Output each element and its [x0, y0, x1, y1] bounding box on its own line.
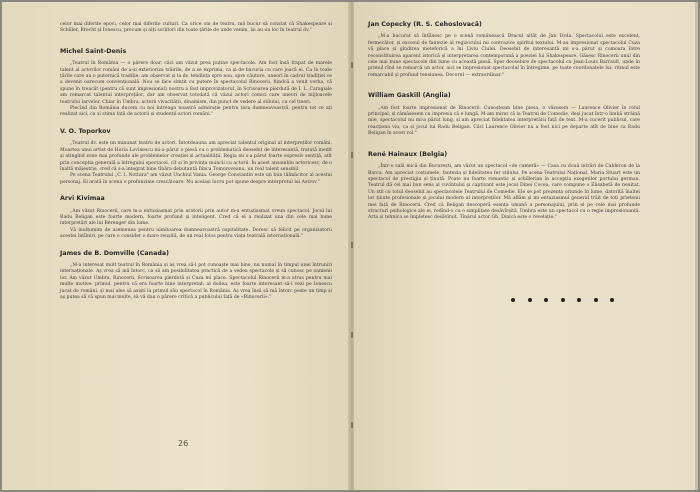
section-heading: René Hainaux (Belgia): [368, 150, 448, 158]
section-domville: [60, 251, 332, 302]
binding-stitch: [351, 242, 353, 248]
book-edge-right: [695, 2, 698, 490]
section-saint-denis: [60, 49, 332, 119]
right-column: [368, 22, 640, 232]
section-paragraph: „M-a bucurat să întîlnesc pe o scenă românească Dracul altăt de Jan Drda. Spectacolul este excelent, fermecător, și excesul de fantezie al regizorului nu contrazice spiritul textului. M-au impresionat spectacolul Cuza vă place și gîndirea meteforică a lui Liviu Ciulei. Deosebit de interesantă mi s-a părut și comoara între reconstituirea aparent istorică și interpretarea contemporană a poeziei lui Shakespeare. Găsesc Rinocerii unul din cele mai bune spectacole din lume cu această piesă. Sper deosebire de spectacolul cu Jean-Louis Barrault, unde în primul rînd se remarcă un actor, aici se impresionat spectacolul în întregime, pe toate coordonatele lui: ritmul este remarcabil și profund tensiunea. Decorul — extraordinar.": [368, 34, 640, 78]
section-paragraph: „Am fost foarte impresionat de Rinocerii. Cunoșteam bine piesa, o văzusem — Laurence Olivier în rolul principal, și rămăsesem cu impresia că e lungă. M-am mirat că la Teatrul de Comedie, deși jucat într-o limbă străină mie, spectacolul nu mi-a părut lung, și am apreciat fidelitatea interpretării față de text. M-a cucerit publicul, care reacționa viu, ca și jocul lui Radu Beligan. Căci Laurence Olivier nu a fost nici pe departe atît de bine ca Radu Beligan în acest rol.": [368, 105, 640, 137]
section-heading: William Gaskill (Anglia): [368, 92, 451, 100]
section-heading: V. O. Toporkov: [60, 127, 111, 135]
section-paragraph: „Într-o sală mică din București, am văzut un spectacol «de cameră» — Casa cu două intrări de Calderon de la Barca. Am apreciat costumele, fantezia și fidelitatea fer stilului. Pe scena Teatrului Național, Maria Stuart este un spectacol de prestigiu și ținută. Poate nu foarte romantic și schillerian în accepția exegeților portului german. Teatrul dă cel mai bun sens al cuvîntului și captivant este jocul Dinei Cocea, care compune o Elisabetă de neuitat. Un stil cu totul deosebit au spectacolele Teatrului de Comedie. Ele se pot prezenta oriunde în lume, datorită înaltei lor ținute profesionale și jocului modern al interpreților. Mă aflăm și mi entuziasmul general trăit de toți prietenii mei față de Rinocerii. Cred că Beligan descoperă esența umană a personajului, prin el pe cele mai profunde structuri psihologice ale ei, redînd-o cu o simplitate desăvîrșită. Umbra este un spectacol cu o regie impresionantă. Arta și tehnica se împletesc desăvîrșit. Tînărul actor Gh. Dinică este o revelație.": [368, 164, 640, 221]
intro-paragraph: celor mai diferite epoci, celor mai diferite culturi. Ca orice om de teatru, mă bucur să constat că Shakespeare și Schiller, Brecht și Ionescu, precum și alți scriitori din toate țările de unde venim, își au un loc în teatrul dv.": [60, 22, 332, 34]
section-kivimaa: [60, 196, 332, 240]
section-paragraph: „M-a interesat mult teatrul în România și aș vrea să-l pot cunoaște mai bine, nu numai în timpul unei întruniri internaționale. Aș vrea să mă întorc, ca să am posibilitatea practică de a vedea spectacole și să cunosc pe oamenii lor. Am văzut Umbra, Rinocerii, Scrisoarea pierdută și Cuza mi place. Spectacolul Rinocerii m-a atras pentru mai multe motive: primul, pentru că era foarte bine interpretat; al doilea, este foarte interesant să-l vezi pe Ionescu jucat de români, și mai ales să asiști la primul său spectacol în România. Aș vrea însă să mă întorc peste un timp și aș putea să vă spun mai multe, să vă dau o părere critică a publicului față de «Rinocerii».": [60, 262, 332, 300]
ornament-dot: [610, 298, 614, 302]
ornament-dot: [594, 298, 598, 302]
section-heading: Michel Saint-Denis: [60, 47, 127, 55]
section-paragraph: Vă mulțumim de asemenea pentru uimitoarea dumneavoastră ospitalitate. Doresc să felicit pe organizatorii acestei întîlniri, pe care o consider o mare reușită, de un real folos pentru viața teatrală internațională.": [60, 227, 332, 240]
section-heading: Jan Copecky (R. S. Cehoslovacă): [368, 21, 482, 28]
ornament-dot: [511, 298, 515, 302]
binding-stitch: [351, 332, 353, 338]
left-page: [2, 2, 350, 490]
ornament-dot: [561, 298, 565, 302]
ornament-dots: [511, 298, 614, 302]
binding-stitch: [351, 62, 353, 68]
section-paragraph: „Am văzut Rinocerii, care m-a entuziasmat prin aratorii prin autor m-a entuziasmat vreun spectacol. Jocul lui Radu Beligan este foarte modern, foarte profund și inteligent. Cred că el a realizat una din cele mai bune interpretări ale lui Bérenger din lume.: [60, 208, 332, 227]
section-copecky: [368, 22, 640, 79]
left-column: [60, 22, 332, 311]
ornament-dot: [528, 298, 532, 302]
section-paragraph: Pe scena Teatrului „C. I. Nottara" am văzut Unchiul Vania. George Constantin este un bun tălmăcitor al acestui personaj. El arată în scena o profunzime crescătoare. Nu același lucru pot spune despre interpretul lui Astrov.": [60, 173, 332, 185]
section-hainaux: [368, 152, 640, 222]
section-paragraph: Plecînd din România ducem cu noi întreaga noastră admirație pentru țara dumneavoastră, pentru tot ce ați realizat aici, ca și stima față de actorii și studenții-actori români.": [60, 106, 332, 118]
section-paragraph: „Teatrul dv. este un minunat teatru de actori. Întotdeauna am apreciat talentul original al interpreților români. Moartea unui artist de Horia Lovinescu mi-a părut o piesă cu o problematică deosebit de interesantă, tratată inedit și atingînd zone mai profunde ale problemelor creației și actualității. Regia mi s-a părut foarte expresiv sentiță, atît prin concepția generală a întregului spectacol, cît și în privința muncii cu actorii. În acest ansamblu actoricesc, de o înaltă măiestrie, cred că s-a integrat bine tînăra debutantă Ilinca Tomoroveanu, un real talent sensibil.: [60, 141, 332, 172]
section-paragraph: „Teatrul în România — o părere doar, căci am văzut prea puține spectacole. Am fost însă frapat de marele talent al actorilor români de a-și exterioriza trăirile, de a se exprima, ca și de bucuria cu care joacă ei. Ca în toate țările care au o puternică tradiție, am observat și la dv. tendința spre nou, spre căutare, uneori în cadrul tradiției ce a devenit oarecum convențională. Nou se face simțit cu putere în spectacolul Rinocerii, fiindcă a venit vorba, vă spune în treacăt (pentru că sunt impresionat) nostru a fost improvizatorul, în Scrisoarea pierdută de I. L. Caragiale am remarcat talentul interpreților, dar am observat totodată că văzui actori comici care uneori de mijloacele teatrului larvelor. Chiar în Umbra, actorii vivacității, dinamism, din punct de vedere al stilului, cu cel tineri.: [60, 61, 332, 105]
page-number: 26: [178, 439, 189, 448]
section-heading: James de B. Domville (Canada): [60, 249, 169, 257]
binding-stitch: [351, 422, 353, 428]
ornament-dot: [577, 298, 581, 302]
section-toporkov: [60, 129, 332, 186]
book-spread: [2, 2, 698, 490]
section-gaskill: [368, 93, 640, 137]
ornament-dot: [544, 298, 548, 302]
section-heading: Arvi Kivimaa: [60, 195, 105, 203]
right-page: [354, 2, 698, 490]
binding-stitch: [351, 152, 353, 158]
